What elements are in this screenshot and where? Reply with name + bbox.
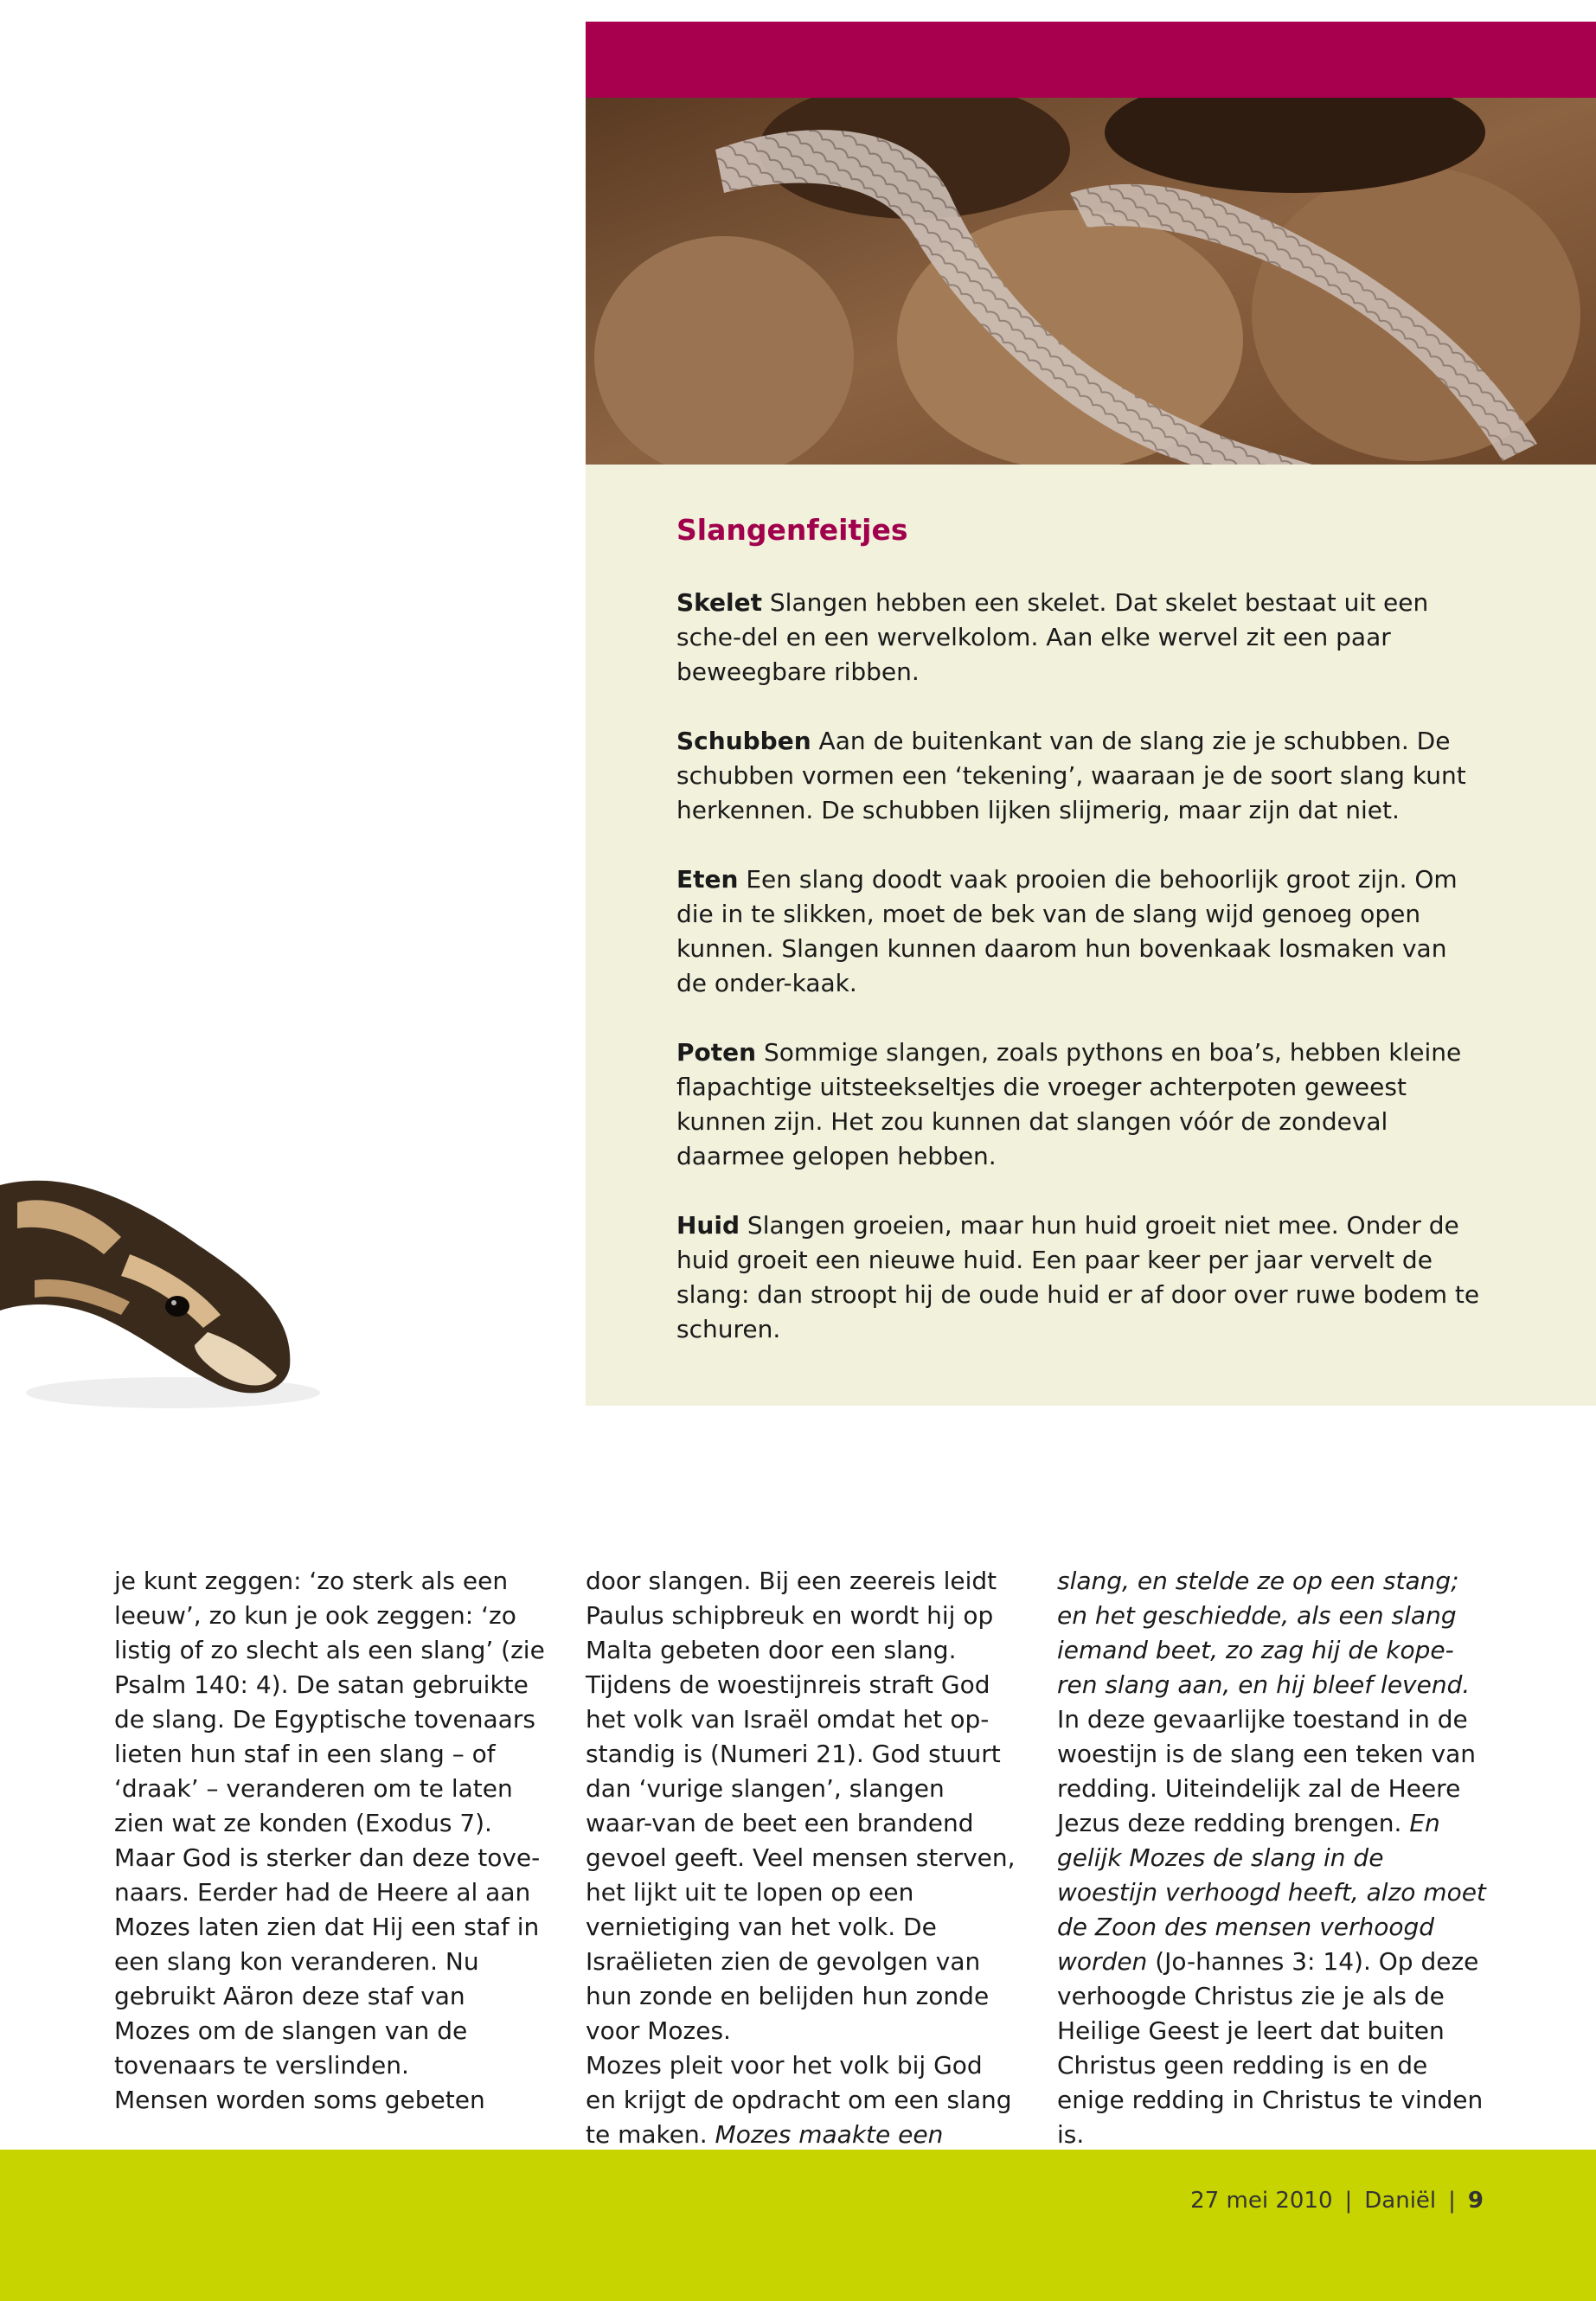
column-paragraph: door slangen. Bij een zeereis leidt Paulus schipbreuk en wordt hij op Malta gebeten door een slang. Tijdens de woestijnreis straft God het volk van Israël omdat het op-standig is (Numeri 21). God stuurt dan ‘vurige slangen’, slangen waar-van de beet een brandend gevoel geeft. Veel mensen sterven, het lijkt uit te lopen op een vernietiging van het volk. De Israëlieten zien de gevolgen van hun zonde en belijden hun zonde voor Mozes. [586,1567,1016,2045]
column-text: In deze gevaarlijke toestand in de woestijn is de slang een teken van redding. Uiteindelijk zal de Heere Jezus deze redding brengen. [1057,1705,1477,1837]
fact-term: Huid [676,1210,740,1240]
page-number: 9 [1467,2188,1484,2214]
column-paragraph: je kunt zeggen: ‘zo sterk als een leeuw’, zo kun je ook zeggen: ‘zo listig of zo slecht als een slang’ (zie Psalm 140: 4). De satan gebruikte de slang. De Egyptische tovenaars lieten hun staf in een slang – of ‘draak’ – veranderen om te laten zien wat ze konden (Exodus 7). Maar God is sterker dan deze tove-naars. Eerder had de Heere al aan Mozes laten zien dat Hij een staf in een slang kon veranderen. Nu gebruikt Aäron deze staf van Mozes om de slangen van de tovenaars te verslinden. [114,1567,545,2080]
bible-quote: slang, en stelde ze op een stang; en het geschiedde, als een slang iemand beet, zo zag hij de kope-ren slang aan, en hij bleef levend. [1057,1567,1471,1699]
footer-separator: | [1448,2188,1456,2214]
facts-title: Slangenfeitjes [676,513,908,547]
fact-legs [676,1035,1484,1174]
bible-quote: En gelijk Mozes de slang in de woestijn verhoogd heeft, alzo moet de Zoon des mensen verhoogd worden [1057,1809,1486,1976]
column-paragraph [1057,1564,1490,2152]
fact-term: Skelet [676,587,762,617]
fact-text: Een slang doodt vaak prooien die behoorlijk groot zijn. Om die in te slikken, moet de bek van de slang wijd genoeg open kunnen. Slangen kunnen daarom hun bovenkaak losmaken van de onder-kaak. [676,864,1458,997]
python-head-photo [0,1107,329,1419]
article-column-1 [114,1564,547,2118]
fact-text: Slangen hebben een skelet. Dat skelet bestaat uit een sche-del en een wervelkolom. Aan elke wervel zit een paar beweegbare ribben. [676,587,1429,686]
column-text: (Jo-hannes 3: 14). Op deze verhoogde Christus zie je als de Heilige Geest je leert dat buiten Christus geen redding is en de enige redding in Christus te vinden is. [1057,1947,1484,2149]
header-color-bar [586,22,1596,98]
article-column-2 [586,1564,1018,2187]
footer-separator: | [1344,2188,1353,2214]
fact-text: Slangen groeien, maar hun huid groeit niet mee. Onder de huid groeit een nieuwe huid. Een paar keer per jaar vervelt de slang: dan stroopt hij de oude huid er af door over ruwe bodem te schuren. [676,1210,1480,1343]
fact-term: Poten [676,1037,757,1067]
issue-date: 27 mei 2010 [1190,2188,1333,2214]
snakeskin-photo [586,98,1596,465]
fact-eating [676,862,1484,1001]
fact-text: Aan de buitenkant van de slang zie je schubben. De schubben vormen een ‘tekening’, waaraan je de soort slang kunt herkennen. De schubben lijken slijmerig, maar zijn dat niet. [676,726,1466,824]
footer-info [1190,2188,1484,2214]
column-text: Mozes pleit voor het volk bij God en krijgt de opdracht om een slang te maken. [586,2051,1012,2149]
fact-text: Sommige slangen, zoals pythons en boa’s, hebben kleine flapachtige uitsteekseltjes die vroeger achterpoten geweest kunnen zijn. Het zou kunnen dat slangen vóór de zondeval daarmee gelopen hebben. [676,1037,1462,1170]
bible-quote: Mozes maakte een [715,2120,944,2149]
page-footer [0,2150,1596,2301]
fact-term: Schubben [676,726,811,755]
fact-skeleton [676,586,1484,689]
article-column-3 [1057,1564,1490,2152]
fact-skin [676,1208,1484,1347]
column-paragraph: Mensen worden soms gebeten [114,2086,485,2114]
magazine-name: Daniël [1364,2188,1437,2214]
fact-scales [676,724,1484,828]
snake-facts-box [586,465,1596,1406]
fact-term: Eten [676,864,739,894]
